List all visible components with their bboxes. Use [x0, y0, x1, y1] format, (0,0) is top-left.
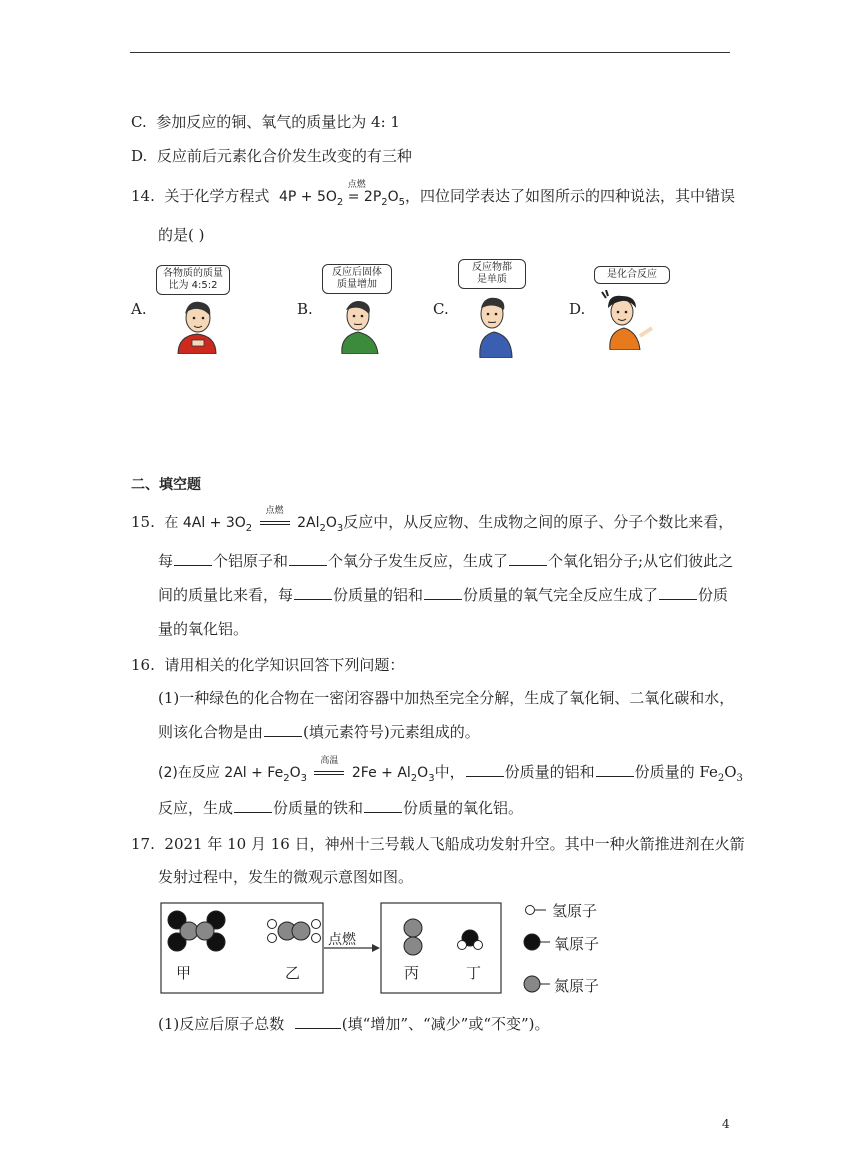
bubble-b: 反应后固体 质量增加 — [322, 264, 392, 294]
question-14: 14. 关于化学方程式 $4P + 5O_2$ = 点燃 $2P_2O_5$，四位同学表达了如图所示的四种说法，其中错误 — [131, 180, 736, 208]
section-title: 二、填空题 — [131, 477, 201, 493]
bubble-d: 是化合反应 — [594, 266, 670, 284]
legend-oxygen: 氧原子 — [554, 935, 600, 953]
question-16-part2-line1: (2)在反应 $2Al + Fe_2O_3$ 高温 $2Fe + Al_2O_3$中， 份质量的铝和 份质量的 $Fe_2O_3$ — [158, 756, 743, 784]
question-15-line3: 间的质量比来看，每 份质量的铝和 份质量的氧气完全反应生成了 份质 — [158, 586, 729, 604]
option-d-prev: D. 反应前后元素化合价发生改变的有三种 — [131, 147, 412, 165]
label-jia: 甲 — [176, 964, 192, 982]
q14-option-b[interactable]: B. — [297, 300, 313, 318]
blank-input[interactable] — [364, 798, 402, 813]
arrow-label: 点燃 — [328, 932, 356, 948]
blank-input[interactable] — [509, 551, 547, 566]
bubble-c: 反应物都 是单质 — [458, 259, 526, 289]
question-15-line1: 15. 在 $4Al + 3O_2$ 点燃 $2Al_2O_3$反应中，从反应物、生成物之间的原子、分子个数比来看， — [131, 506, 734, 534]
student-b-figure — [334, 294, 384, 354]
header-rule — [130, 52, 730, 53]
blank-input[interactable] — [294, 585, 332, 600]
student-a-figure — [172, 296, 222, 354]
question-17-line2: 发射过程中，发生的微观示意图如图。 — [158, 868, 414, 886]
label-ding: 丁 — [466, 964, 482, 982]
option-c-prev: C. 参加反应的铜、氧气的质量比为 4: 1 — [131, 113, 400, 131]
student-c-figure — [472, 292, 518, 358]
legend-nitrogen: 氮原子 — [554, 977, 600, 995]
question-16: 16. 请用相关的化学知识回答下列问题： — [131, 656, 405, 674]
question-15-line2: 每 个铝原子和 个氧分子发生反应，生成了 个氧化铝分子;从它们彼此之 — [158, 552, 734, 570]
blank-input[interactable] — [424, 585, 462, 600]
question-15-line4: 量的氧化铝。 — [158, 620, 249, 638]
question-16-part2-line2: 反应，生成 份质量的铁和 份质量的氧化铝。 — [158, 799, 524, 817]
blank-input[interactable] — [596, 762, 634, 777]
bubble-a: 各物质的质量 比为 4:5:2 — [156, 265, 230, 295]
page-number: 4 — [722, 1117, 730, 1131]
legend-hydrogen: 氢原子 — [552, 902, 598, 920]
label-yi: 乙 — [285, 964, 301, 982]
blank-input[interactable] — [659, 585, 697, 600]
question-17-part1: (1)反应后原子总数 (填“增加”、“减少”或“不变”)。 — [158, 1015, 550, 1033]
question-16-part1-line2: 则该化合物是由 (填元素符号)元素组成的。 — [158, 723, 480, 741]
blank-input[interactable] — [174, 551, 212, 566]
blank-input[interactable] — [466, 762, 504, 777]
blank-input[interactable] — [234, 798, 272, 813]
reaction-diagram — [160, 898, 610, 998]
question-16-part1-line1: (1)一种绿色的化合物在一密闭容器中加热至完全分解，生成了氧化铜、二氧化碳和水， — [158, 689, 735, 707]
student-d-figure — [598, 290, 654, 350]
q14-option-d[interactable]: D. — [569, 300, 586, 318]
blank-input[interactable] — [289, 551, 327, 566]
q14-option-c[interactable]: C. — [433, 300, 449, 318]
blank-input[interactable] — [295, 1014, 341, 1029]
question-17-line1: 17. 2021 年 10 月 16 日，神州十三号载人飞船成功发射升空。其中一种火箭推进剂在火箭 — [131, 835, 745, 853]
label-bing: 丙 — [404, 964, 420, 982]
blank-input[interactable] — [264, 722, 302, 737]
question-14-line2: 的是( ) — [158, 226, 205, 244]
q14-option-a[interactable]: A. — [131, 300, 147, 318]
